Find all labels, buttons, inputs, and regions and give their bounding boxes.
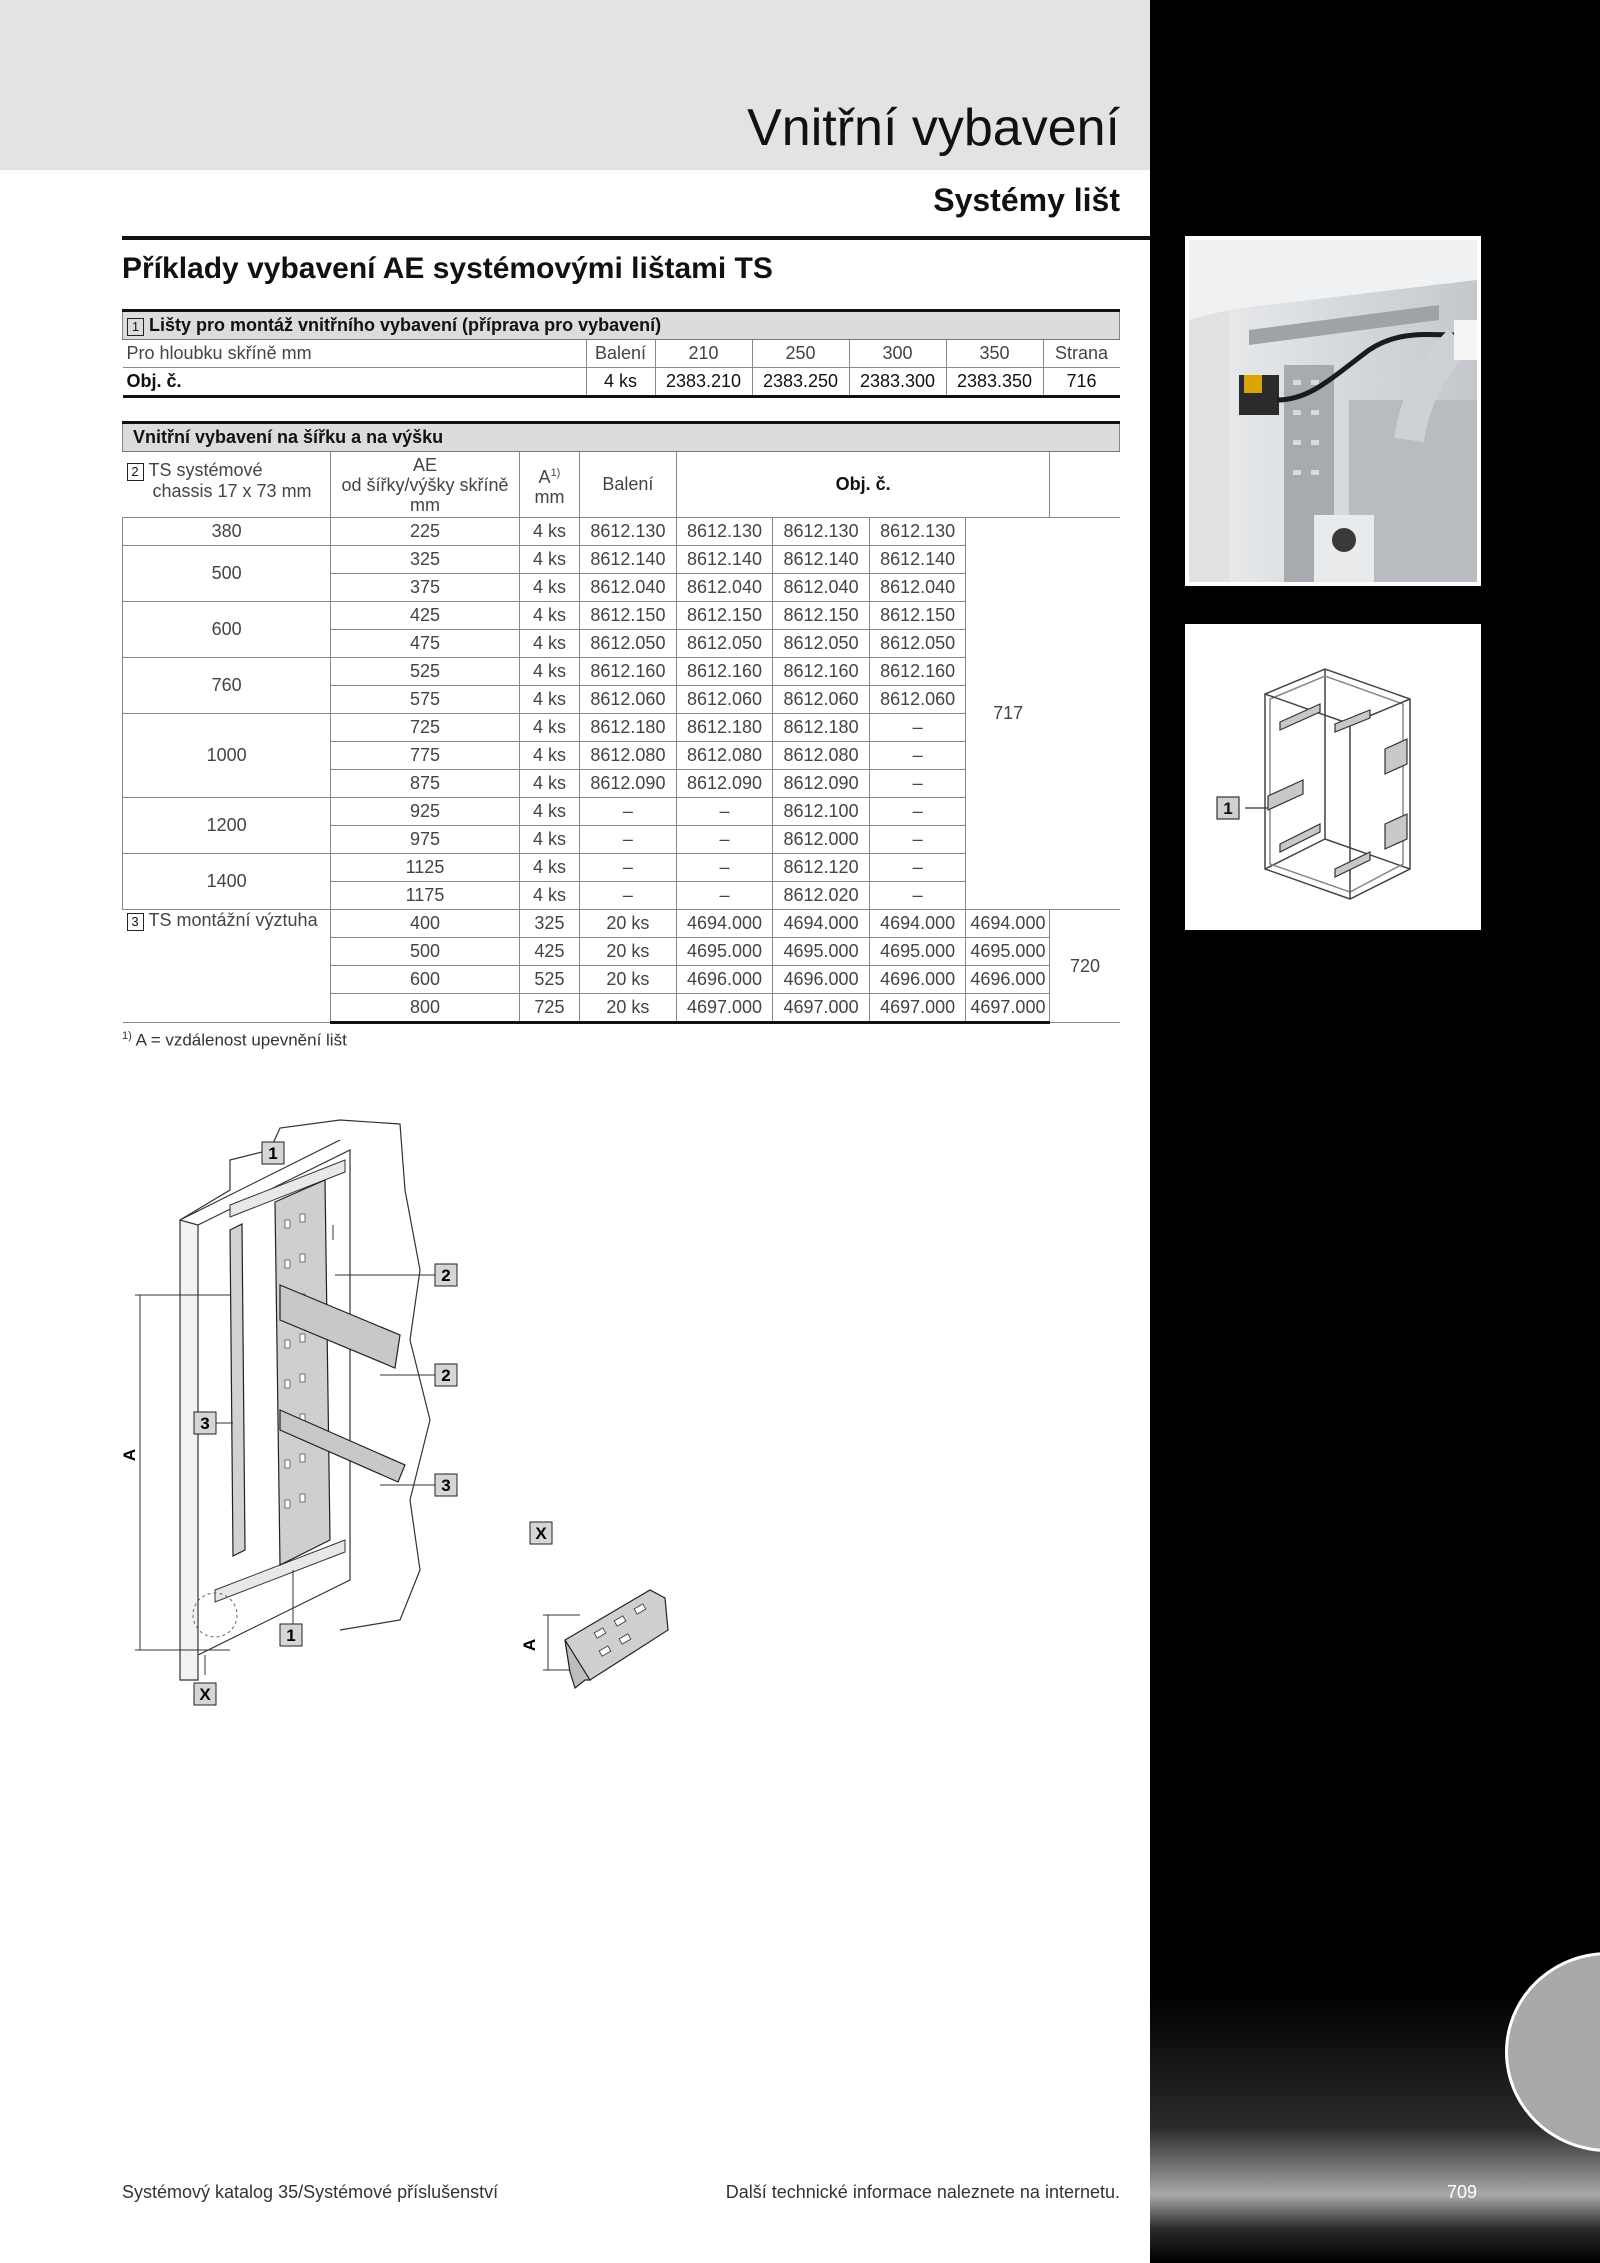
- section-title: Systémy lišt: [933, 182, 1120, 218]
- a-cell: 875: [331, 770, 520, 798]
- order-number-cell: –: [676, 854, 773, 882]
- order-number-cell: 8612.080: [773, 742, 870, 770]
- table-section-header: [123, 423, 1120, 452]
- footnote-marker: 1): [122, 1030, 132, 1042]
- order-number-cell: 2383.350: [946, 368, 1043, 397]
- svg-text:3: 3: [200, 1414, 210, 1433]
- rail-assembly-drawing: [120, 1110, 490, 1710]
- item-label-line: TS systémové: [148, 460, 263, 480]
- depth-label: Pro hloubku skříně mm: [123, 340, 587, 368]
- footnote-text: A = vzdálenost upevnění lišt: [131, 1030, 347, 1050]
- ae-cell: 600: [331, 966, 520, 994]
- a-cell: 475: [331, 630, 520, 658]
- product-photo: [1185, 236, 1481, 586]
- order-number-cell: 8612.040: [580, 574, 677, 602]
- item-2-label: [123, 452, 331, 518]
- section-title: Vnitřní vybavení na šířku a na výšku: [123, 423, 1120, 452]
- order-number-cell: 8612.150: [676, 602, 773, 630]
- order-number-cell: 4697.000: [869, 994, 966, 1023]
- ae-cell: 600: [123, 602, 331, 658]
- order-number-cell: 4695.000: [966, 938, 1050, 966]
- page-heading: Příklady vybavení AE systémovými lištami TS: [122, 252, 773, 285]
- order-number-cell: 4696.000: [773, 966, 870, 994]
- ae-column-header: [331, 452, 520, 518]
- depth-cell: 300: [849, 340, 946, 368]
- order-number-cell: 8612.050: [773, 630, 870, 658]
- order-number-cell: 8612.150: [869, 602, 966, 630]
- callout-3-right: [435, 1474, 457, 1496]
- ae-cell: 760: [123, 658, 331, 714]
- packaging-header: Balení: [586, 340, 655, 368]
- footer-internet-note: Další technické informace naleznete na internetu.: [725, 2182, 1120, 2202]
- order-number-cell: 8612.160: [676, 658, 773, 686]
- a-cell: 325: [519, 910, 579, 938]
- ae-cell: 1400: [123, 854, 331, 910]
- order-number-cell: 8612.090: [676, 770, 773, 798]
- order-number-cell: 4694.000: [869, 910, 966, 938]
- a-cell: 525: [331, 658, 520, 686]
- order-number-cell: –: [869, 798, 966, 826]
- order-number-cell: 4694.000: [966, 910, 1050, 938]
- order-number-cell: 4697.000: [966, 994, 1050, 1023]
- order-number-cell: 8612.150: [773, 602, 870, 630]
- order-number-cell: 8612.140: [869, 546, 966, 574]
- order-number-cell: 8612.120: [773, 854, 870, 882]
- page-cell: 720: [1050, 910, 1120, 1023]
- callout-3-left: [194, 1412, 216, 1434]
- order-number-cell: 8612.180: [676, 714, 773, 742]
- a-cell: 925: [331, 798, 520, 826]
- a-cell: 575: [331, 686, 520, 714]
- ae-header-line: mm: [409, 494, 440, 515]
- item-3-label: [123, 910, 331, 1023]
- order-number-cell: 8612.160: [580, 658, 677, 686]
- chapter-title: Vnitřní vybavení: [747, 99, 1120, 157]
- order-number-cell: 8612.160: [773, 658, 870, 686]
- order-number-cell: 8612.060: [676, 686, 773, 714]
- order-number-cell: 4697.000: [676, 994, 773, 1023]
- order-number-cell: –: [869, 826, 966, 854]
- ae-cell: 400: [331, 910, 520, 938]
- a-cell: 525: [519, 966, 579, 994]
- callout-1-bottom: [280, 1624, 302, 1646]
- order-number-cell: 8612.040: [869, 574, 966, 602]
- order-number-cell: 8612.130: [580, 518, 677, 546]
- table-row: [123, 910, 1120, 938]
- order-number-cell: 4694.000: [773, 910, 870, 938]
- section-number: 1: [127, 318, 144, 336]
- order-number-cell: –: [869, 854, 966, 882]
- packaging-cell: 4 ks: [519, 882, 579, 910]
- depth-cell: 250: [752, 340, 849, 368]
- a-header-unit: mm: [534, 486, 565, 507]
- callout-2-upper: [435, 1264, 457, 1286]
- frame-diagram: [1185, 624, 1481, 930]
- section-title: Lišty pro montáž vnitřního vybavení (příprava pro vybavení): [149, 315, 662, 335]
- order-number-cell: 8612.050: [869, 630, 966, 658]
- order-number-cell: –: [869, 882, 966, 910]
- order-number-cell: 8612.080: [676, 742, 773, 770]
- item-number: 2: [127, 463, 144, 481]
- order-number-cell: 4694.000: [676, 910, 773, 938]
- page-cell: 716: [1043, 368, 1120, 397]
- packaging-cell: 4 ks: [519, 686, 579, 714]
- a-header-sup: 1): [550, 466, 561, 479]
- order-number-cell: 8612.140: [676, 546, 773, 574]
- order-number-cell: 8612.090: [580, 770, 677, 798]
- page-cell: 717: [966, 518, 1050, 910]
- footnote: [122, 1030, 347, 1051]
- order-number-cell: –: [676, 882, 773, 910]
- depth-cell: 350: [946, 340, 1043, 368]
- table-row: [123, 340, 1120, 368]
- order-number-cell: 8612.130: [676, 518, 773, 546]
- a-cell: 375: [331, 574, 520, 602]
- packaging-cell: 4 ks: [586, 368, 655, 397]
- ae-header-line: od šířky/výšky skříně: [341, 474, 509, 495]
- ae-cell: 1200: [123, 798, 331, 854]
- order-number-cell: –: [869, 770, 966, 798]
- order-number-cell: 8612.130: [869, 518, 966, 546]
- packaging-cell: 20 ks: [580, 994, 677, 1023]
- svg-text:1: 1: [268, 1144, 278, 1163]
- packaging-cell: 4 ks: [519, 854, 579, 882]
- packaging-cell: 4 ks: [519, 630, 579, 658]
- order-number-cell: 4695.000: [869, 938, 966, 966]
- order-number-cell: 8612.000: [773, 826, 870, 854]
- order-number-cell: 8612.040: [676, 574, 773, 602]
- order-number-cell: –: [580, 798, 677, 826]
- order-number-cell: 8612.180: [580, 714, 677, 742]
- callout-1-top: [262, 1142, 284, 1164]
- order-number-cell: –: [869, 742, 966, 770]
- order-number-cell: 4696.000: [676, 966, 773, 994]
- item-label-line: chassis 17 x 73 mm: [152, 481, 312, 501]
- svg-text:2: 2: [441, 1266, 451, 1285]
- ae-header-line: AE: [412, 454, 437, 475]
- packaging-cell: 4 ks: [519, 658, 579, 686]
- order-number-cell: 2383.300: [849, 368, 946, 397]
- diagram-callout-1-label: 1: [1223, 799, 1233, 818]
- a-header-text: A: [538, 466, 551, 487]
- order-number-cell: 8612.160: [869, 658, 966, 686]
- packaging-header: Balení: [580, 452, 677, 518]
- packaging-cell: 4 ks: [519, 770, 579, 798]
- depth-cell: 210: [655, 340, 752, 368]
- a-cell: 725: [331, 714, 520, 742]
- a-cell: 975: [331, 826, 520, 854]
- ae-cell: 500: [331, 938, 520, 966]
- order-number-cell: 4695.000: [773, 938, 870, 966]
- order-number-cell: 4697.000: [773, 994, 870, 1023]
- item-label-line: TS montážní výztuha: [148, 910, 318, 930]
- a-cell: 725: [519, 994, 579, 1023]
- order-number-cell: 8612.040: [773, 574, 870, 602]
- packaging-cell: 4 ks: [519, 798, 579, 826]
- order-number-cell: 2383.210: [655, 368, 752, 397]
- order-number-cell: –: [676, 826, 773, 854]
- a-cell: 425: [519, 938, 579, 966]
- rail-table: [122, 309, 1120, 398]
- detail-dimension-a: A: [520, 1638, 539, 1652]
- order-number-cell: 8612.100: [773, 798, 870, 826]
- page-number: 709: [1447, 2182, 1478, 2202]
- table-section-header: [123, 311, 1120, 340]
- packaging-cell: 4 ks: [519, 546, 579, 574]
- svg-text:2: 2: [441, 1366, 451, 1385]
- svg-text:3: 3: [441, 1476, 451, 1495]
- packaging-cell: 4 ks: [519, 574, 579, 602]
- table-header-row: [123, 452, 1120, 518]
- callout-2-lower: [435, 1364, 457, 1386]
- dimension-a-label: A: [120, 1448, 139, 1462]
- order-number-cell: 8612.050: [580, 630, 677, 658]
- order-number-cell: 8612.060: [869, 686, 966, 714]
- svg-text:X: X: [199, 1685, 211, 1704]
- callout-x-detail: [530, 1522, 552, 1544]
- order-label: Obj. č.: [123, 368, 587, 397]
- order-number-cell: 4696.000: [869, 966, 966, 994]
- a-cell: 1125: [331, 854, 520, 882]
- order-number-cell: 8612.050: [676, 630, 773, 658]
- packaging-cell: 4 ks: [519, 714, 579, 742]
- a-cell: 325: [331, 546, 520, 574]
- order-header: Obj. č.: [676, 452, 1050, 518]
- packaging-cell: 4 ks: [519, 826, 579, 854]
- order-number-cell: –: [580, 854, 677, 882]
- order-number-cell: –: [580, 826, 677, 854]
- order-number-cell: 4696.000: [966, 966, 1050, 994]
- a-cell: 775: [331, 742, 520, 770]
- table-row: [123, 368, 1120, 397]
- a-cell: 225: [331, 518, 520, 546]
- equipment-table: [122, 421, 1120, 1024]
- a-cell: 425: [331, 602, 520, 630]
- order-number-cell: 8612.060: [773, 686, 870, 714]
- page-header-empty: [1050, 452, 1120, 518]
- order-number-cell: 8612.060: [580, 686, 677, 714]
- item-number: 3: [127, 913, 144, 931]
- order-number-cell: 8612.140: [580, 546, 677, 574]
- packaging-cell: 20 ks: [580, 966, 677, 994]
- order-number-cell: 8612.180: [773, 714, 870, 742]
- detail-x-drawing: [510, 1520, 680, 1700]
- a-column-header: [519, 452, 579, 518]
- order-number-cell: 8612.020: [773, 882, 870, 910]
- callout-x: [194, 1683, 216, 1705]
- order-number-cell: 4695.000: [676, 938, 773, 966]
- a-cell: 1175: [331, 882, 520, 910]
- table-row: [123, 518, 1120, 546]
- footer-catalog: Systémový katalog 35/Systémové příslušenství: [122, 2182, 499, 2202]
- packaging-cell: 4 ks: [519, 518, 579, 546]
- page-header: Strana: [1043, 340, 1120, 368]
- order-number-cell: –: [869, 714, 966, 742]
- order-number-cell: 8612.130: [773, 518, 870, 546]
- order-number-cell: 8612.090: [773, 770, 870, 798]
- order-number-cell: 8612.150: [580, 602, 677, 630]
- ae-cell: 1000: [123, 714, 331, 798]
- order-number-cell: –: [676, 798, 773, 826]
- header-rule: [122, 236, 1150, 240]
- svg-text:X: X: [535, 1524, 547, 1543]
- ae-cell: 800: [331, 994, 520, 1023]
- order-number-cell: –: [580, 882, 677, 910]
- svg-text:1: 1: [286, 1626, 296, 1645]
- ae-cell: 500: [123, 546, 331, 602]
- ae-cell: 380: [123, 518, 331, 546]
- order-number-cell: 8612.080: [580, 742, 677, 770]
- packaging-cell: 4 ks: [519, 742, 579, 770]
- packaging-cell: 20 ks: [580, 910, 677, 938]
- order-number-cell: 8612.140: [773, 546, 870, 574]
- packaging-cell: 20 ks: [580, 938, 677, 966]
- packaging-cell: 4 ks: [519, 602, 579, 630]
- order-number-cell: 2383.250: [752, 368, 849, 397]
